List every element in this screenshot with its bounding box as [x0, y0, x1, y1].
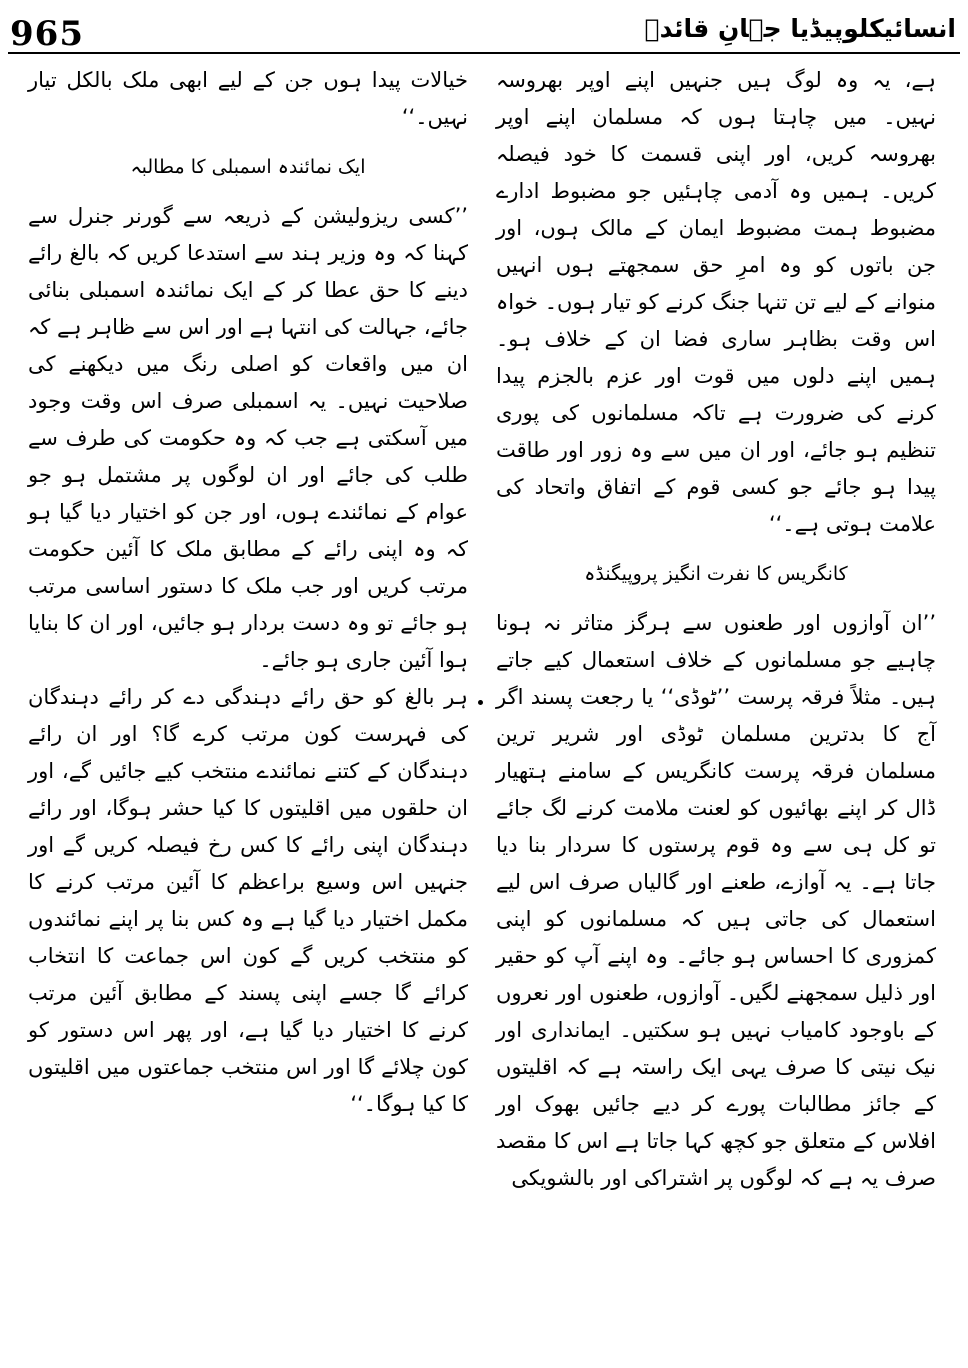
margin-dot: [478, 700, 483, 705]
right-column: [496, 62, 936, 1197]
running-title: انسائیکلوپیڈیا جہانِ قائدؒ: [644, 14, 956, 43]
paragraph: خیالات پیدا ہوں جن کے لیے ابھی ملک بالکل تیار نہیں۔‘‘: [28, 68, 468, 129]
page-header: [0, 0, 968, 58]
paragraph: ہر بالغ کو حق رائے دہندگی دے کر رائے دہندگان کی فہرست کون مرتب کرے گا؟ اور ان رائے دہندگان کے کتنے نمائندے منتخب کیے جائیں گے، اور ان حلقوں میں اقلیتوں کا کیا حشر ہوگا، اور رائے دہندگان اپنی رائے کا کس رخ فیصلہ کریں گے اور جنہیں اس وسیع براعظم کا آئین مرتب کرنے کا مکمل اختیار دیا گیا ہے وہ کس بنا پر اپنے نمائندوں کو منتخب کریں گے کون اس جماعت کا انتخاب کرائے گا جسے اپنی پسند کے مطابق آئین مرتب کرنے کا اختیار دیا گیا ہے، اور پھر اس دستور کو کون چلائے گا اور اس منتخب جماعتوں میں اقلیتوں کا کیا ہوگا۔‘‘: [28, 685, 468, 1116]
header-rule: [8, 52, 960, 54]
section-heading: ایک نمائندہ اسمبلی کا مطالبہ: [130, 156, 366, 178]
left-column: [28, 62, 468, 1123]
paragraph: ’’کسی ریزولیشن کے ذریعہ سے گورنر جنرل سے کہنا کہ وہ وزیر ہند سے استدعا کریں کہ بالغ رائے دینے کا حق عطا کر کے ایک نمائندہ اسمبلی بنائی جائے، جہالت کی انتہا ہے اور اس سے ظاہر ہے کہ ان میں واقعات کو اصلی رنگ میں دیکھنے کی صلاحیت نہیں۔ یہ اسمبلی صرف اس وقت وجود میں آسکتی ہے جب کہ وہ حکومت کی طرف سے طلب کی جائے اور ان لوگوں پر مشتمل ہو جو عوام کے نمائندے ہوں، اور جن کو اختیار دیا گیا ہو کہ وہ اپنی رائے کے مطابق ملک کا آئین حکومت مرتب کریں اور جب ملک کا دستور اساسی مرتب ہو جائے تو وہ دست بردار ہو جائیں، اور ان کا بنایا ہوا آئین جاری ہو جائے۔: [28, 204, 468, 672]
page-number: 965: [10, 14, 84, 54]
section-heading: کانگریس کا نفرت انگیز پروپیگنڈہ: [584, 563, 848, 585]
paragraph: ہے، یہ وہ لوگ ہیں جنہیں اپنے اوپر بھروسہ نہیں۔ میں چاہتا ہوں کہ مسلمان اپنے اوپر بھروسہ کریں، اور اپنی قسمت کا خود فیصلہ کریں۔ ہمیں وہ آدمی چاہئیں جو مضبوط ادارے مضبوط ہمت مضبوط ایمان کے مالک ہوں، اور جن باتوں کو وہ امرِ حق سمجھتے ہوں انہیں منوانے کے لیے تن تنہا جنگ کرنے کو تیار ہوں۔ خواہ اس وقت بظاہر ساری فضا ان کے خلاف ہو۔ ہمیں اپنے دلوں میں قوت اور عزم بالجزم پیدا کرنے کی ضرورت ہے تاکہ مسلمانوں کی پوری تنظیم ہو جائے، اور ان میں سے وہ زور اور طاقت پیدا ہو جائے جو کسی قوم کے اتفاق واتحاد کی علامت ہوتی ہے۔‘‘: [496, 68, 936, 536]
paragraph: ’’ان آوازوں اور طعنوں سے ہرگز متاثر نہ ہونا چاہیے جو مسلمانوں کے خلاف استعمال کیے جاتے ہیں۔ مثلاً فرقہ پرست ’’ٹوڈی‘‘ یا رجعت پسند اگر آج کا بدترین مسلمان ٹوڈی اور شریر ترین مسلمان فرقہ پرست کانگریس کے سامنے ہتھیار ڈال کر اپنے بھائیوں کو لعنت ملامت کرنے لگ جائے تو کل ہی سے وہ قوم پرستوں کا سردار بنا دیا جاتا ہے۔ یہ آوازے، طعنے اور گالیاں صرف اس لیے استعمال کی جاتی ہیں کہ مسلمانوں کو اپنی کمزوری کا احساس ہو جائے۔ وہ اپنے آپ کو حقیر اور ذلیل سمجھنے لگیں۔ آوازوں، طعنوں اور نعروں کے باوجود کامیاب نہیں ہو سکتیں۔ ایمانداری اور نیک نیتی کا صرف یہی ایک راستہ ہے کہ اقلیتوں کے جائز مطالبات پورے کر دیے جائیں بھوک اور افلاس کے متعلق جو کچھ کہا جاتا ہے اس کا مقصد صرف یہ ہے کہ لوگوں پر اشتراکی اور بالشویکی: [496, 611, 936, 1190]
